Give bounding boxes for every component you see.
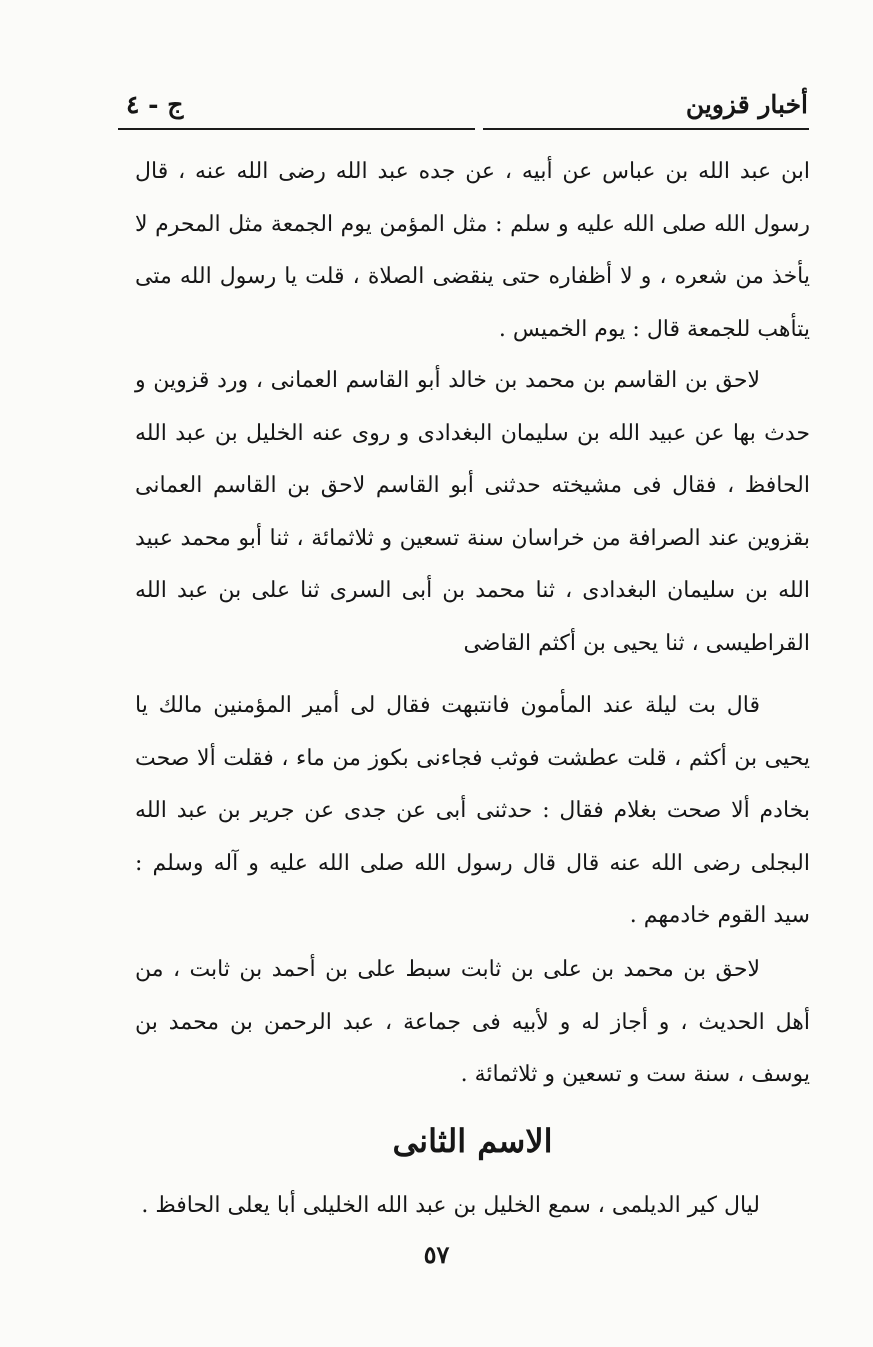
paragraph-2-block <box>135 355 810 670</box>
paragraph-4-block <box>135 944 810 1102</box>
header-title: أخبار قزوين <box>685 90 808 119</box>
paragraph: قال بت ليلة عند المأمون فانتبهت فقال لى أمير المؤمنين مالك يا يحيى بن أكثم ، قلت عطشت فوثب فجاءنى بكوز من ماء ، فقلت ألا صحت بخادم ألا صحت بغلام فقال : حدثنى أبى عن جدى عن جرير بن عبد الله البجلى رضى الله عنه قال قال رسول الله صلى الله عليه و آله وسلم : سيد القوم خادمهم . <box>135 693 810 928</box>
paragraph-3-block <box>135 680 810 943</box>
page-number: ٥٧ <box>423 1240 450 1269</box>
running-header <box>118 88 808 128</box>
paragraph-5-block <box>135 1180 810 1233</box>
header-rule-left <box>118 128 475 130</box>
header-rule-right <box>483 128 809 130</box>
volume-number: ج - ٤ <box>126 90 184 119</box>
paragraph: لاحق بن القاسم بن محمد بن خالد أبو القاسم العمانى ، ورد قزوين و حدث بها عن عبيد الله بن سليمان البغدادى و روى عنه الخليل بن عبد الله الحافظ ، فقال فى مشيخته حدثنى أبو القاسم لاحق بن القاسم العمانى بقزوين عند الصرافة من خراسان سنة تسعين و ثلاثمائة ، ثنا أبو محمد عبيد الله بن سليمان البغدادى ، ثنا محمد بن أبى السرى ثنا على بن عبد الله القراطيسى ، ثنا يحيى بن أكثم القاضى <box>135 368 810 656</box>
paragraph: لاحق بن محمد بن على بن ثابت سبط على بن أحمد بن ثابت ، من أهل الحديث ، و أجاز له و لأبيه فى جماعة ، عبد الرحمن بن محمد بن يوسف ، سنة ست و تسعين و ثلاثمائة . <box>135 957 810 1087</box>
paragraph: ابن عبد الله بن عباس عن أبيه ، عن جده عبد الله رضى الله عنه ، قال رسول الله صلى الله عليه و سلم : مثل المؤمن يوم الجمعة مثل المحرم لا يأخذ من شعره ، و لا أظفاره حتى ينقضى الصلاة ، قلت يا رسول الله متى يتأهب للجمعة قال : يوم الخميس . <box>135 159 811 342</box>
section-heading: الاسم الثانى <box>392 1122 553 1160</box>
paragraph: ليال كير الديلمى ، سمع الخليل بن عبد الله الخليلى أبا يعلى الحافظ . <box>141 1193 760 1218</box>
paragraph-1-block <box>135 146 810 356</box>
